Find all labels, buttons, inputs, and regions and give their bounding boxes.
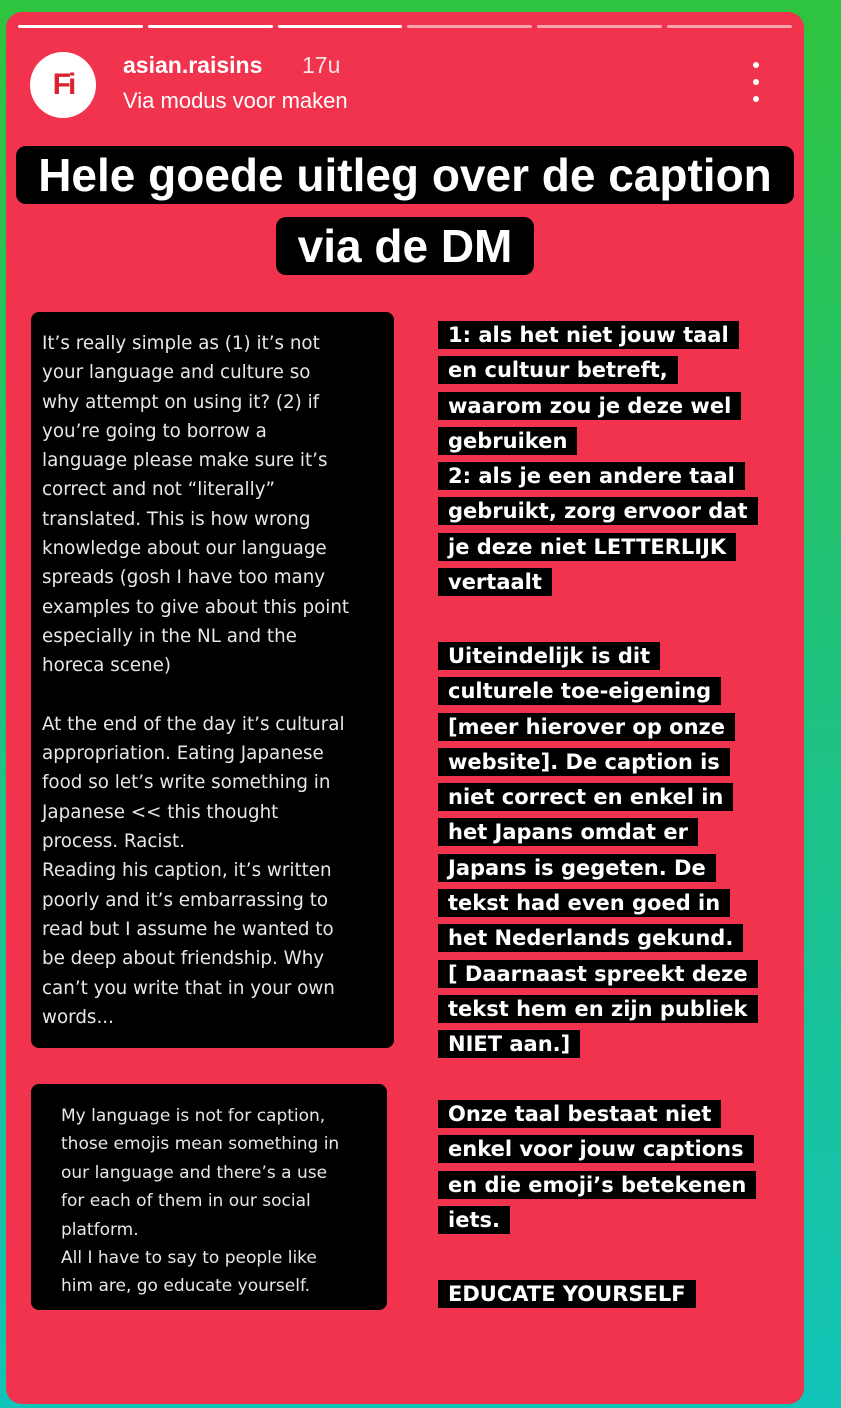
story-progress-segment — [18, 25, 143, 28]
dm-message-card — [31, 312, 394, 1048]
story-progress-segment — [407, 25, 532, 28]
story-headline — [6, 140, 804, 282]
story-progress-segment — [148, 25, 273, 28]
educate-yourself-text: EDUCATE YOURSELF — [438, 1280, 696, 1308]
translation-block — [438, 1097, 756, 1238]
translation-text: Onze taal bestaat niet enkel voor jouw captions en die emoji’s betekenen iets. — [438, 1100, 756, 1234]
avatar[interactable] — [30, 52, 96, 118]
translation-text: Uiteindelijk is dit culturele toe-eigening [meer hierover op onze website]. De caption is niet correct en enkel in het Japans omdat er Japans is gegeten. De tekst had even goed in het Nederlands gekund. [ Daarnaast spreekt deze tekst hem en zijn publiek NIET aan.] — [438, 642, 758, 1058]
story-progress-bar — [18, 25, 792, 28]
translation-block — [438, 1277, 696, 1312]
more-options-icon[interactable] — [746, 62, 766, 102]
translation-block — [438, 318, 758, 600]
story-progress-segment — [537, 25, 662, 28]
brand-logo-icon: Fi — [52, 68, 74, 101]
story-progress-segment — [667, 25, 792, 28]
story-username[interactable]: asian.raisins — [123, 52, 263, 78]
headline-text: Hele goede uitleg over de caption via de DM — [16, 146, 794, 275]
translation-block — [438, 639, 758, 1063]
story-subtitle: Via modus voor maken — [123, 88, 348, 113]
dm-message-text: It’s really simple as (1) it’s not your language and culture so why attempt on using it? (2) if you’re going to borrow a language please make sure it’s correct and not “literally” translated. This is how wrong knowledge about our language spreads (gosh I have too many examples to give about this point especially in the NL and the horeca scene) At the end of the day it’s cultural appropriation. Eating Japanese food so let’s write something in Japanese << this thought process. Racist. Reading his caption, it’s written poorly and it’s embarrassing to read but I assume he wanted to be deep about friendship. Why can’t you write that in your own words... — [42, 333, 350, 1028]
dm-message-card — [31, 1084, 387, 1310]
story-progress-segment — [278, 25, 403, 28]
story-viewer[interactable] — [6, 12, 804, 1404]
translation-text: 1: als het niet jouw taal en cultuur betreft, waarom zou je deze wel gebruiken 2: als je een andere taal gebruikt, zorg ervoor dat je deze niet LETTERLIJK vertaalt — [438, 321, 758, 596]
story-time-ago: 17u — [302, 52, 341, 78]
dm-message-text: My language is not for caption, those emojis mean something in our language and there’s a use for each of them in our social platform. All I have to say to people like him are, go educate yourself. — [61, 1106, 340, 1297]
